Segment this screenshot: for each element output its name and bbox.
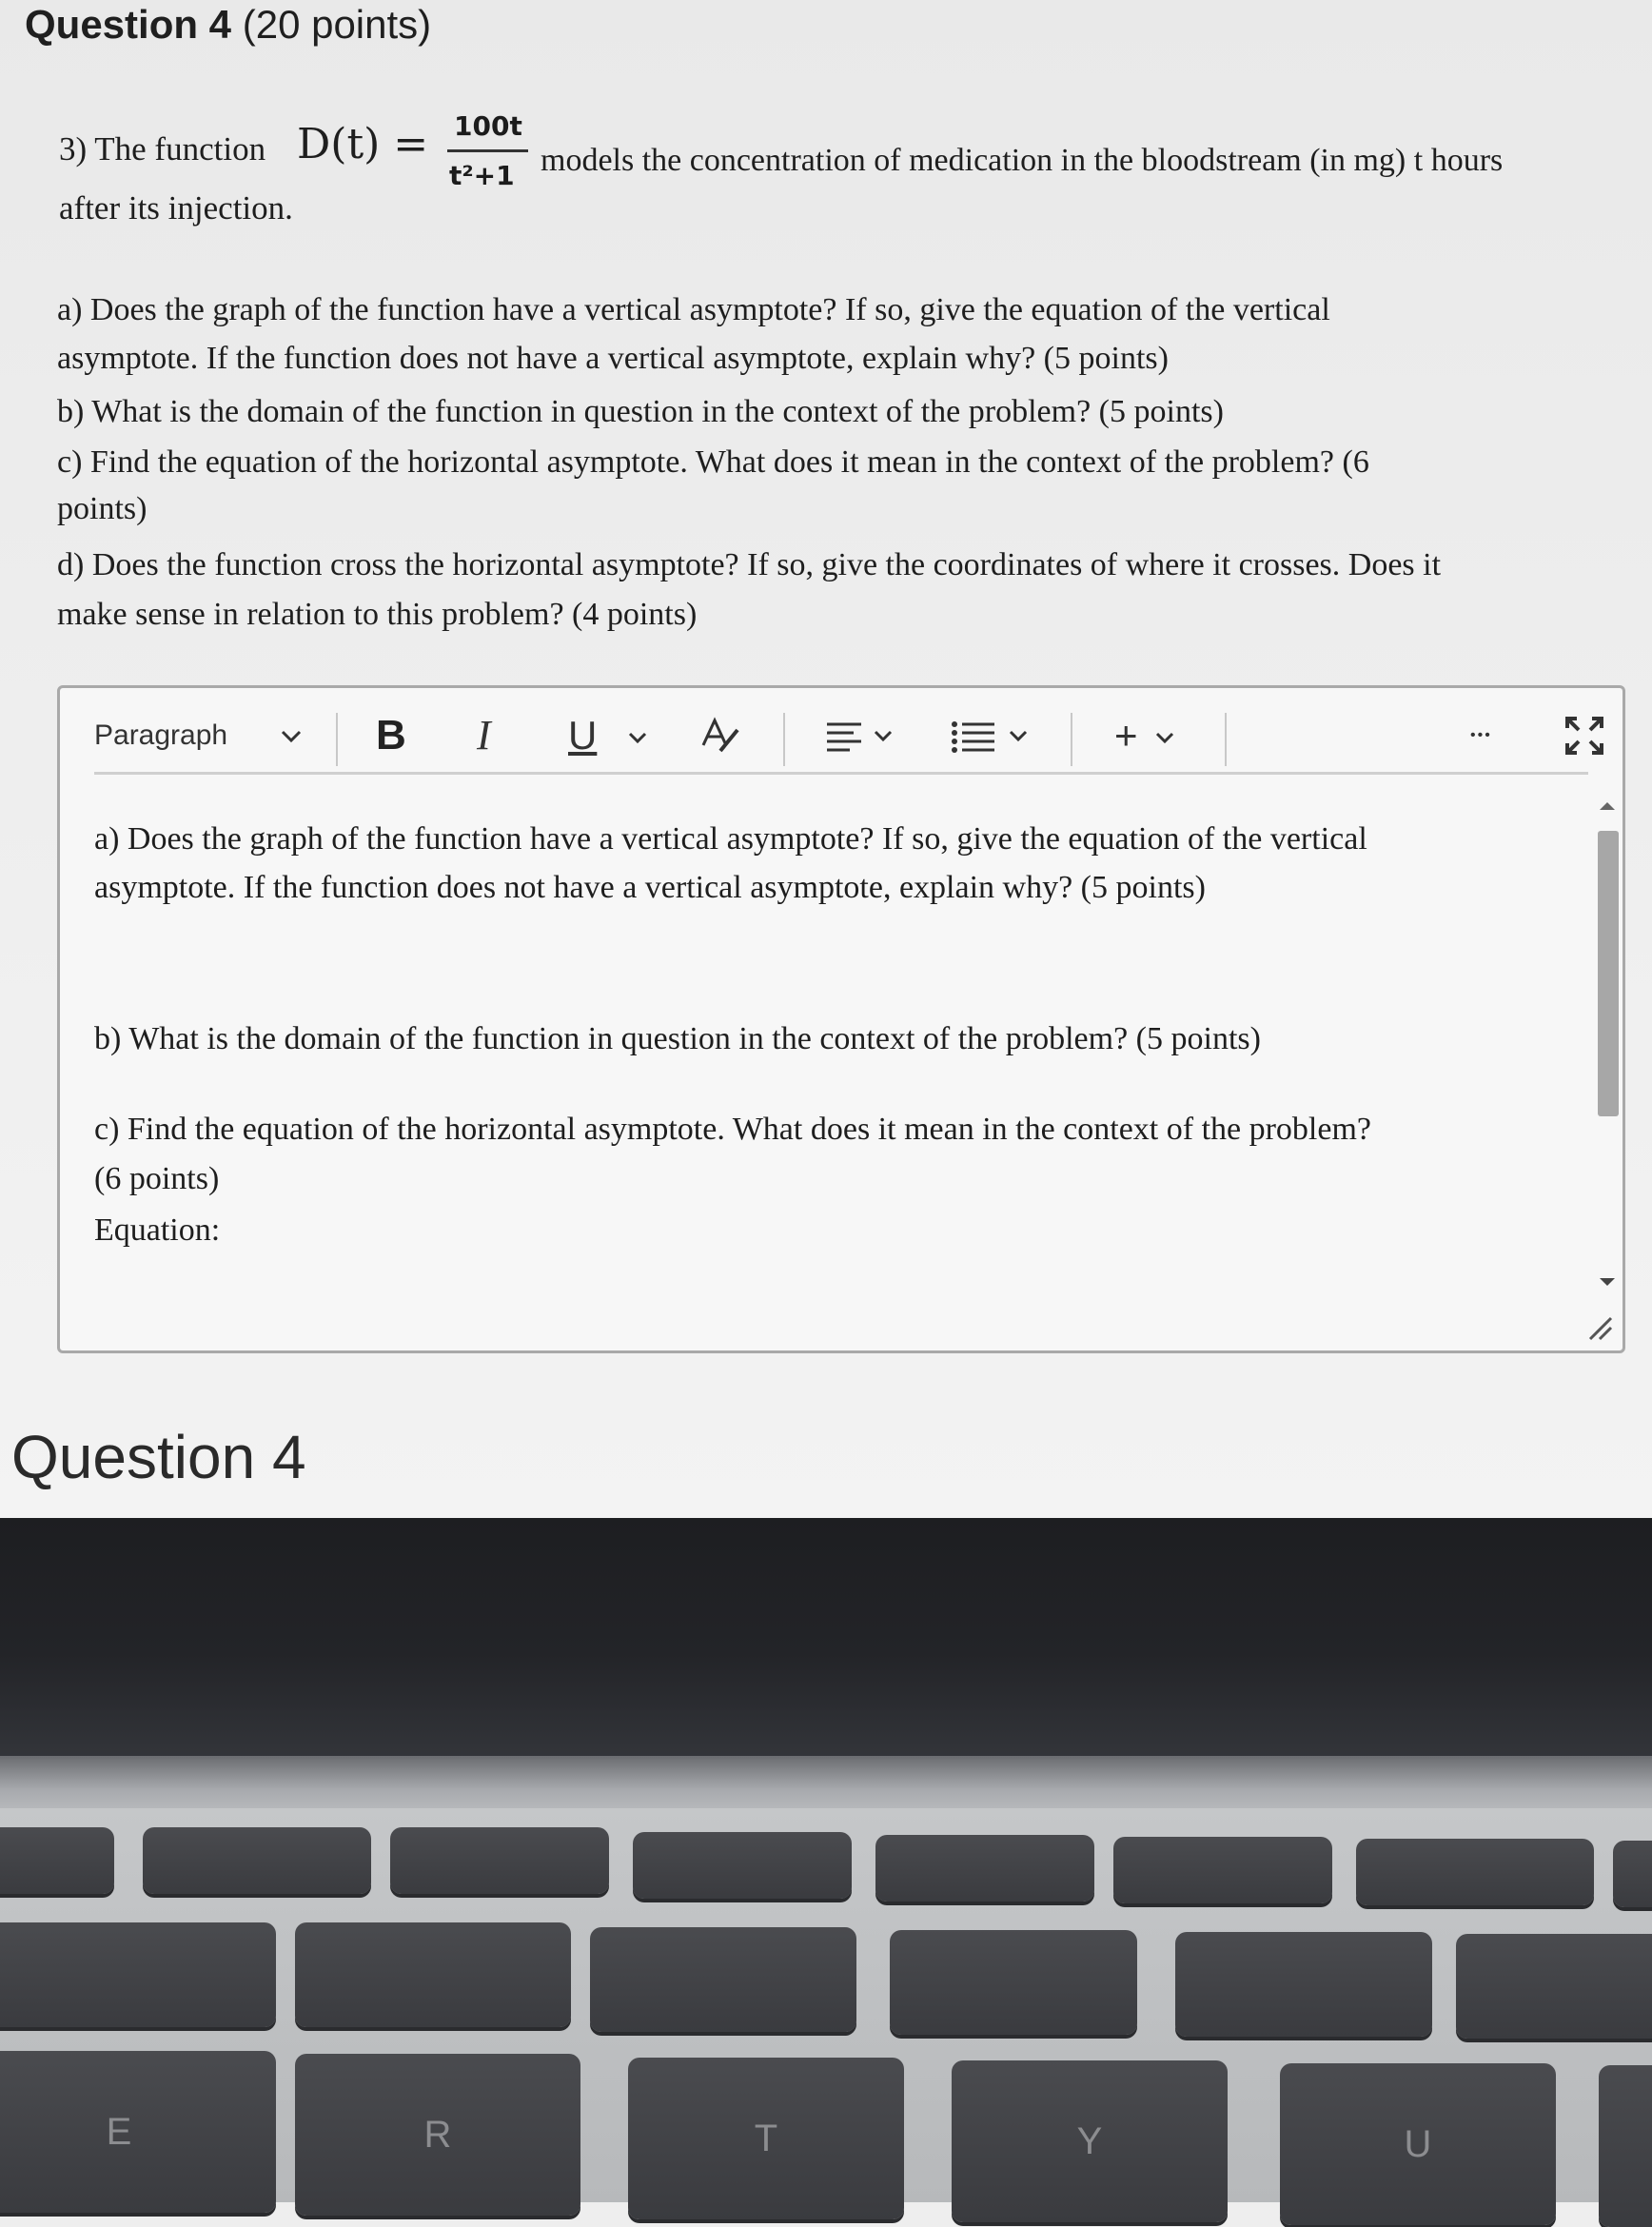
toolbar-separator <box>783 713 785 766</box>
sub-question-a-line1: a) Does the graph of the function have a vertical asymptote? If so, give the equation of the vertical <box>57 292 1330 327</box>
keyboard-key <box>1175 1932 1432 2037</box>
answer-editor[interactable] <box>57 685 1625 1353</box>
insert-chevron-icon[interactable] <box>1152 707 1177 764</box>
bold-button[interactable]: B <box>376 712 406 759</box>
problem-prefix: 3) The function <box>59 130 266 168</box>
keyboard-key <box>1113 1837 1332 1903</box>
sub-question-b: b) What is the domain of the function in question in the context of the problem? (5 points) <box>57 394 1224 429</box>
question-footer-label: Question 4 <box>11 1423 306 1491</box>
editor-line-equation: Equation: <box>94 1212 221 1248</box>
keyboard-key-u: U <box>1280 2063 1556 2225</box>
fraction-numerator: 100t <box>454 110 522 142</box>
fraction-denominator: t²+1 <box>449 160 515 191</box>
keyboard-key-t: T <box>628 2058 904 2219</box>
problem-suffix: models the concentration of medication in the bloodstream (in mg) t hours <box>541 143 1504 178</box>
keyboard-key <box>590 1927 856 2032</box>
sub-question-d-line2: make sense in relation to this problem? (4 points) <box>57 597 698 632</box>
scroll-down-icon[interactable] <box>1600 1278 1615 1286</box>
function-name: D(t) = <box>297 120 429 168</box>
keyboard-key <box>1613 1841 1652 1907</box>
keyboard-key <box>295 1922 571 2027</box>
keyboard-key <box>0 1827 114 1894</box>
keyboard-key <box>1356 1839 1594 1905</box>
list-chevron-icon[interactable] <box>1006 707 1031 764</box>
underline-chevron-icon[interactable] <box>625 707 650 764</box>
editor-toolbar <box>60 688 1622 783</box>
question-label: Question 4 <box>25 2 232 47</box>
question-header <box>25 2 431 48</box>
fraction-bar <box>447 149 528 152</box>
sub-question-d-line1: d) Does the function cross the horizontal asymptote? If so, give the coordinates of where it crosses. Does it <box>57 547 1442 582</box>
keyboard-key-y: Y <box>952 2060 1228 2222</box>
question-points: (20 points) <box>242 2 432 47</box>
insert-button[interactable]: + <box>1114 713 1138 758</box>
sub-question-c-line1: c) Find the equation of the horizontal asymptote. What does it mean in the context of the problem? (6 <box>57 444 1369 480</box>
resize-handle-icon[interactable] <box>1583 1311 1613 1341</box>
editor-line-a2: asymptote. If the function does not have a vertical asymptote, explain why? (5 points) <box>94 870 1206 905</box>
keyboard-key-e: E <box>0 2051 276 2213</box>
keyboard-key <box>1456 1934 1652 2039</box>
laptop-keyboard-deck <box>0 1808 1652 2202</box>
keyboard-key <box>143 1827 371 1894</box>
laptop-bezel <box>0 1518 1652 1765</box>
underline-button[interactable]: U <box>568 713 598 758</box>
text-color-icon[interactable] <box>696 707 743 764</box>
paragraph-style-dropdown[interactable] <box>94 707 227 764</box>
keyboard-key <box>0 1922 276 2027</box>
keyboard-key <box>1599 2065 1652 2227</box>
editor-content[interactable] <box>60 788 1592 1350</box>
sub-question-c-line2: points) <box>57 491 148 526</box>
editor-line-a1: a) Does the graph of the function have a vertical asymptote? If so, give the equation of the vertical <box>94 821 1367 857</box>
scroll-up-icon[interactable] <box>1600 802 1615 810</box>
paragraph-style-label: Paragraph <box>94 719 228 751</box>
list-icon[interactable] <box>947 707 1000 764</box>
more-options-button[interactable]: ••• <box>1470 727 1492 743</box>
toolbar-separator <box>1225 713 1227 766</box>
toolbar-separator <box>336 713 338 766</box>
laptop-hinge <box>0 1756 1652 1813</box>
editor-scrollbar[interactable] <box>1594 812 1621 1278</box>
keyboard-key <box>633 1832 852 1899</box>
editor-line-b: b) What is the domain of the function in question in the context of the problem? (5 points) <box>94 1021 1261 1056</box>
keyboard-key <box>390 1827 609 1894</box>
scroll-thumb[interactable] <box>1598 831 1619 1116</box>
toolbar-divider <box>94 772 1588 775</box>
keyboard-key <box>875 1835 1094 1902</box>
toolbar-separator <box>1071 713 1072 766</box>
problem-line2: after its injection. <box>59 189 293 227</box>
align-icon[interactable] <box>821 707 869 764</box>
editor-line-c1: c) Find the equation of the horizontal asymptote. What does it mean in the context of the problem? <box>94 1112 1372 1147</box>
keyboard-key <box>890 1930 1137 2035</box>
fullscreen-icon[interactable] <box>1564 707 1605 764</box>
editor-line-c2: (6 points) <box>94 1161 220 1196</box>
align-chevron-icon[interactable] <box>871 707 895 764</box>
sub-question-a-line2: asymptote. If the function does not have a vertical asymptote, explain why? (5 points) <box>57 341 1169 376</box>
italic-button[interactable]: I <box>477 712 491 759</box>
keyboard-key-r: R <box>295 2054 580 2216</box>
paragraph-chevron-icon[interactable] <box>277 707 305 764</box>
